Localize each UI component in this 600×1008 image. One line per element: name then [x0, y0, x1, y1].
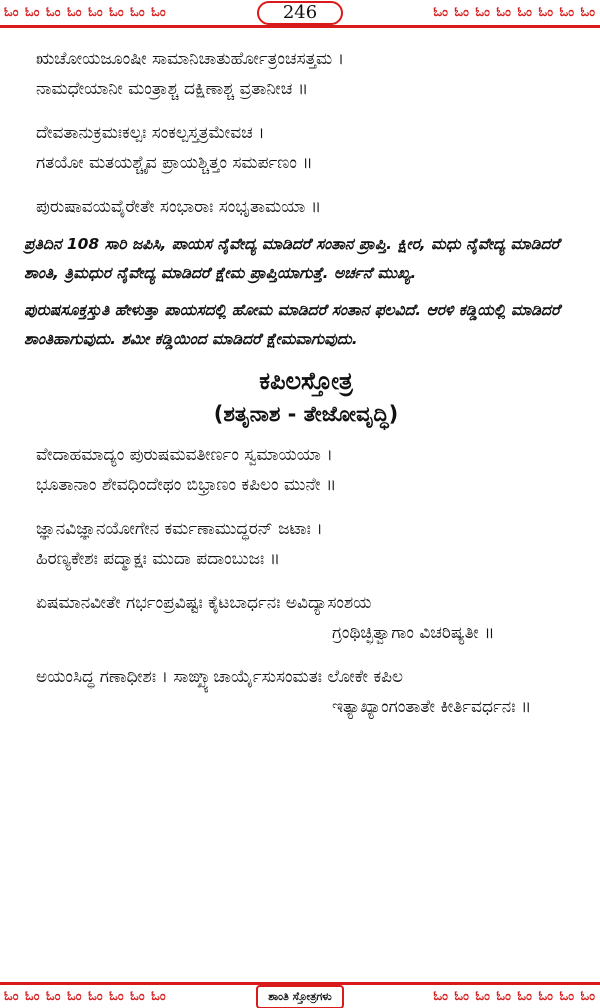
header-om-pattern-left: ಓಂ ಓಂ ಓಂ ಓಂ ಓಂ ಓಂ ಓಂ ಓಂ	[4, 5, 167, 20]
verse-line: ಇತ್ಯಾಖ್ಯಾಂಗಂತಾತೇ ಕೀರ್ತಿವರ್ಧನಃ ॥	[332, 697, 532, 717]
verse-line: ಏಷಮಾನವೀತೇ ಗರ್ಭಂಪ್ರವಿಷ್ಟಃ ಕೈಟಬಾರ್ಧನಃ ಅವಿದ್ಯಾಸಂಶಯ	[36, 593, 372, 613]
footer-book-title: ಶಾಂತಿ ಸ್ತೋತ್ರಗಳು	[256, 985, 344, 1008]
verse-line: ಋಚೋಯಜೂಂಷೀ ಸಾಮಾನಿಚಾತುರ್ಹೋತ್ರಂಚಸತ್ತಮ ।	[36, 49, 345, 69]
verse-line: ವೇದಾಹಮಾದ್ಯಂ ಪುರುಷಮವತೀರ್ಣಂ ಸ್ವಮಾಯಯಾ ।	[36, 445, 333, 465]
header-om-pattern-right: ಓಂ ಓಂ ಓಂ ಓಂ ಓಂ ಓಂ ಓಂ ಓಂ	[433, 5, 597, 20]
verse-line: ಅಯಂಸಿದ್ಧ ಗಣಾಧೀಶಃ । ಸಾಙ್ಖ್ಯಾಚಾರ್ಯೈಸುಸಂಮತಃ ಲೋಕೇ ಕಪಿಲ	[36, 667, 404, 687]
verse-line: ಗ್ರಂಥಿಚ್ಛಿತ್ವಾಗಾಂ ವಿಚರಿಷ್ಯತೀ ॥	[332, 623, 495, 643]
section-title: ಕಪಿಲಸ್ತೋತ್ರ	[259, 367, 353, 395]
verse-line: ಭೂತಾನಾಂ ಶೇವಧಿಂದೇಥಂ ಬಿಭ್ರಾಣಂ ಕಪಿಲಂ ಮುನೇ ॥	[36, 475, 337, 495]
page-header	[0, 0, 600, 28]
instruction-paragraph: ಪುರುಷಸೂಕ್ತಸ್ತುತಿ ಹೇಳುತ್ತಾ ಪಾಯಸದಲ್ಲಿ ಹೋಮ ಮಾಡಿದರೆ ಸಂತಾನ ಫಲವಿದೆ. ಆರಳಿ ಕಡ್ಡಿಯಲ್ಲಿ ಮಾಡಿದರೆ ಶಾಂತಿಹಾಗುವುದು. ಶಮೀ ಕಡ್ಡಿಯಿಂದ ಮಾಡಿದರೆ ಕ್ಷೇಮವಾಗುವುದು.	[24, 301, 560, 348]
verse-line: ನಾಮಧೇಯಾನೀ ಮಂತ್ರಾಶ್ಚ ದಕ್ಷಿಣಾಶ್ಚ ವ್ರತಾನೀಚ ॥	[36, 79, 309, 99]
page-footer	[0, 982, 600, 1008]
footer-om-pattern-right: ಓಂ ಓಂ ಓಂ ಓಂ ಓಂ ಓಂ ಓಂ ಓಂ	[433, 989, 596, 1004]
section-subtitle: (ಶತೃನಾಶ - ತೇಜೋವೃದ್ಧಿ)	[213, 402, 399, 426]
page-body	[24, 44, 576, 722]
instruction-paragraph: ಪ್ರತಿದಿನ 108 ಸಾರಿ ಜಪಿಸಿ, ಪಾಯಸ ನೈವೇದ್ಯ ಮಾಡಿದರೆ ಸಂತಾನ ಪ್ರಾಪ್ತಿ. ಕ್ಷೀರ, ಮಧು ನೈವೇದ್ಯ ಮಾಡಿದರೆ ಶಾಂತಿ, ತ್ರಿಮಧುರ ನೈವೇದ್ಯ ಮಾಡಿದರೆ ಕ್ಷೇಮ ಪ್ರಾಪ್ತಿಯಾಗುತ್ತೆ. ಅರ್ಚನೆ ಮುಖ್ಯ.	[24, 235, 560, 282]
page-number: 246	[257, 1, 343, 25]
verse-line: ಜ್ಞಾನವಿಜ್ಞಾನಯೋಗೇನ ಕರ್ಮಣಾಮುದ್ಧರನ್ ಜಟಾಃ ।	[36, 519, 323, 539]
verse-line: ಪುರುಷಾವಯವೈರೇತೇ ಸಂಭಾರಾಃ ಸಂಭೃತಾಮಯಾ ॥	[36, 197, 322, 217]
verse-line: ಹಿರಣ್ಯಕೇಶಃ ಪದ್ಮಾಕ್ಷಃ ಮುದಾ ಪದಾಂಬುಜಃ ॥	[36, 549, 281, 569]
verse-line: ದೇವತಾನುಕ್ರಮಃಕಲ್ಪಃ ಸಂಕಲ್ಪಸ್ತತ್ರಮೇವಚ ।	[36, 123, 265, 143]
verse-line: ಗತಯೋ ಮತಯಶ್ಚೈವ ಪ್ರಾಯಶ್ಚಿತ್ತಂ ಸಮರ್ಪಣಂ ॥	[36, 153, 313, 173]
footer-om-pattern-left: ಓಂ ಓಂ ಓಂ ಓಂ ಓಂ ಓಂ ಓಂ ಓಂ	[4, 989, 167, 1004]
